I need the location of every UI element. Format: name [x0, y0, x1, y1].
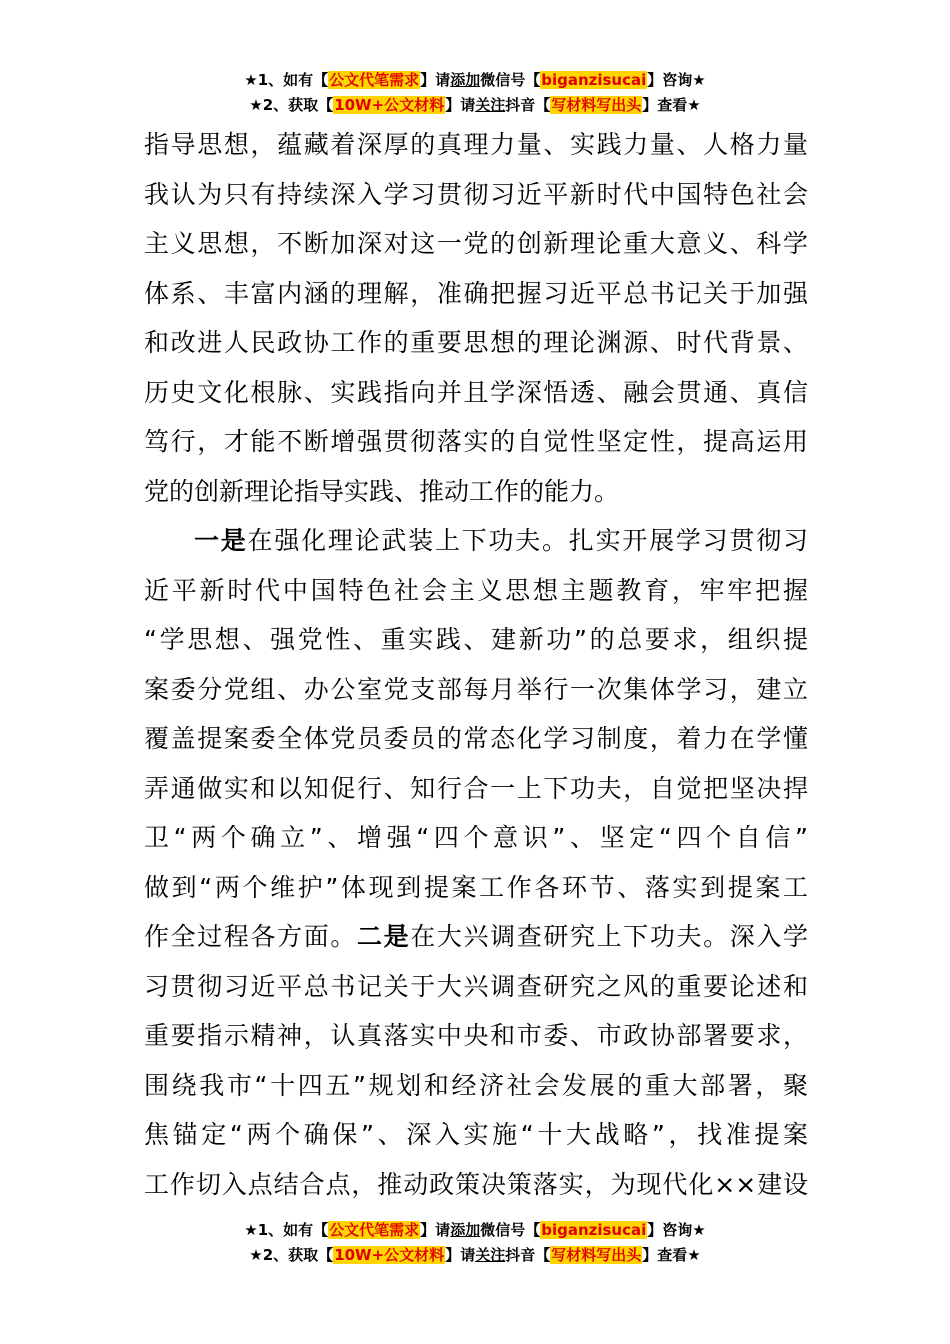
banner-line-1: [0, 68, 950, 93]
banner-text: 】查看★: [642, 1246, 701, 1264]
banner-line-2: [0, 93, 950, 118]
banner-underline: 添加: [450, 71, 481, 89]
banner-highlight: 10W+公文材料: [334, 1246, 445, 1264]
text-line: 重要指示精神，认真落实中央和市委、市政协部署要求，: [144, 1021, 808, 1050]
text-line: 笃行，才能不断增强贯彻落实的自觉性坚定性，提高运用: [144, 427, 808, 456]
banner-underline: 添加: [450, 1221, 481, 1239]
banner-text: 】请: [445, 1246, 476, 1264]
text-line: 案委分党组、办公室党支部每月举行一次集体学习，建立: [144, 674, 808, 704]
banner-text: 】咨询★: [647, 1221, 706, 1239]
text-line: 覆盖提案委全体党员委员的常态化学习制度，着力在学懂: [144, 724, 808, 753]
text-line: 指导思想，蕴藏着深厚的真理力量、实践力量、人格力量: [144, 130, 808, 159]
banner-highlight: 写材料写出头: [551, 1246, 642, 1264]
text-line: 卫“两个确立”、增强“四个意识”、坚定“四个自信”: [144, 823, 808, 852]
banner-text: 】请: [420, 1221, 451, 1239]
text-run: 在大兴调查研究上下功夫。深入学: [410, 922, 808, 951]
banner-highlight: biganzisucai: [541, 1221, 647, 1239]
text-line: 和改进人民政协工作的重要思想的理论渊源、时代背景、: [144, 328, 808, 357]
text-line: 体系、丰富内涵的理解，准确把握习近平总书记关于加强: [144, 278, 808, 308]
banner-text: 】请: [445, 96, 476, 114]
banner-highlight: 公文代笔需求: [329, 1221, 420, 1239]
banner-text: 抖音【: [505, 1246, 551, 1264]
text-line-mixed: [144, 912, 808, 962]
banner-text: ★1、如有【: [244, 71, 329, 89]
banner-highlight: biganzisucai: [541, 71, 647, 89]
banner-highlight: 10W+公文材料: [334, 96, 445, 114]
bold-lead: 二是: [357, 922, 411, 951]
text-line: 做到“两个维护”体现到提案工作各环节、落实到提案工: [144, 872, 808, 902]
header-banner: [0, 68, 950, 118]
banner-underline: 关注: [475, 1246, 506, 1264]
text-line: 党的创新理论指导实践、推动工作的能力。: [144, 476, 620, 506]
banner-text: 微信号【: [480, 1221, 541, 1239]
text-run: 在强化理论武装上下功夫。扎实开展学习贯彻习: [247, 526, 808, 555]
banner-text: ★2、获取【: [249, 1246, 334, 1264]
banner-highlight: 公文代笔需求: [329, 71, 420, 89]
footer-banner: [0, 1218, 950, 1268]
banner-text: 】咨询★: [647, 71, 706, 89]
bold-lead: 一是: [194, 526, 248, 555]
text-line: 主义思想，不断加深对这一党的创新理论重大意义、科学: [144, 229, 808, 258]
text-line: 习贯彻习近平总书记关于大兴调查研究之风的重要论述和: [144, 971, 808, 1001]
banner-line-2: [0, 1243, 950, 1268]
text-line: 工作切入点结合点，推动政策决策落实，为现代化××建设: [144, 1169, 808, 1199]
banner-text: 抖音【: [505, 96, 551, 114]
banner-highlight: 写材料写出头: [551, 96, 642, 114]
banner-text: 】查看★: [642, 96, 701, 114]
banner-line-1: [0, 1218, 950, 1243]
document-body: [144, 120, 808, 1209]
text-run: 作全过程各方面。: [144, 922, 357, 951]
text-line: 围绕我市“十四五”规划和经济社会发展的重大部署，聚: [144, 1070, 808, 1100]
text-line: 焦锚定“两个确保”、深入实施“十大战略”，找准提案: [144, 1120, 808, 1149]
text-line: 我认为只有持续深入学习贯彻习近平新时代中国特色社会: [144, 179, 808, 209]
text-line: “学思想、强党性、重实践、建新功”的总要求，组织提: [144, 625, 808, 654]
banner-underline: 关注: [475, 96, 506, 114]
paragraph-2-first-line: [144, 516, 808, 566]
banner-text: ★2、获取【: [249, 96, 334, 114]
banner-text: 微信号【: [480, 71, 541, 89]
banner-text: 】请: [420, 71, 451, 89]
text-line: 历史文化根脉、实践指向并且学深悟透、融会贯通、真信: [144, 377, 808, 407]
banner-text: ★1、如有【: [244, 1221, 329, 1239]
text-line: 近平新时代中国特色社会主义思想主题教育，牢牢把握: [144, 575, 808, 605]
text-line: 弄通做实和以知促行、知行合一上下功夫，自觉把坚决捍: [144, 773, 808, 803]
